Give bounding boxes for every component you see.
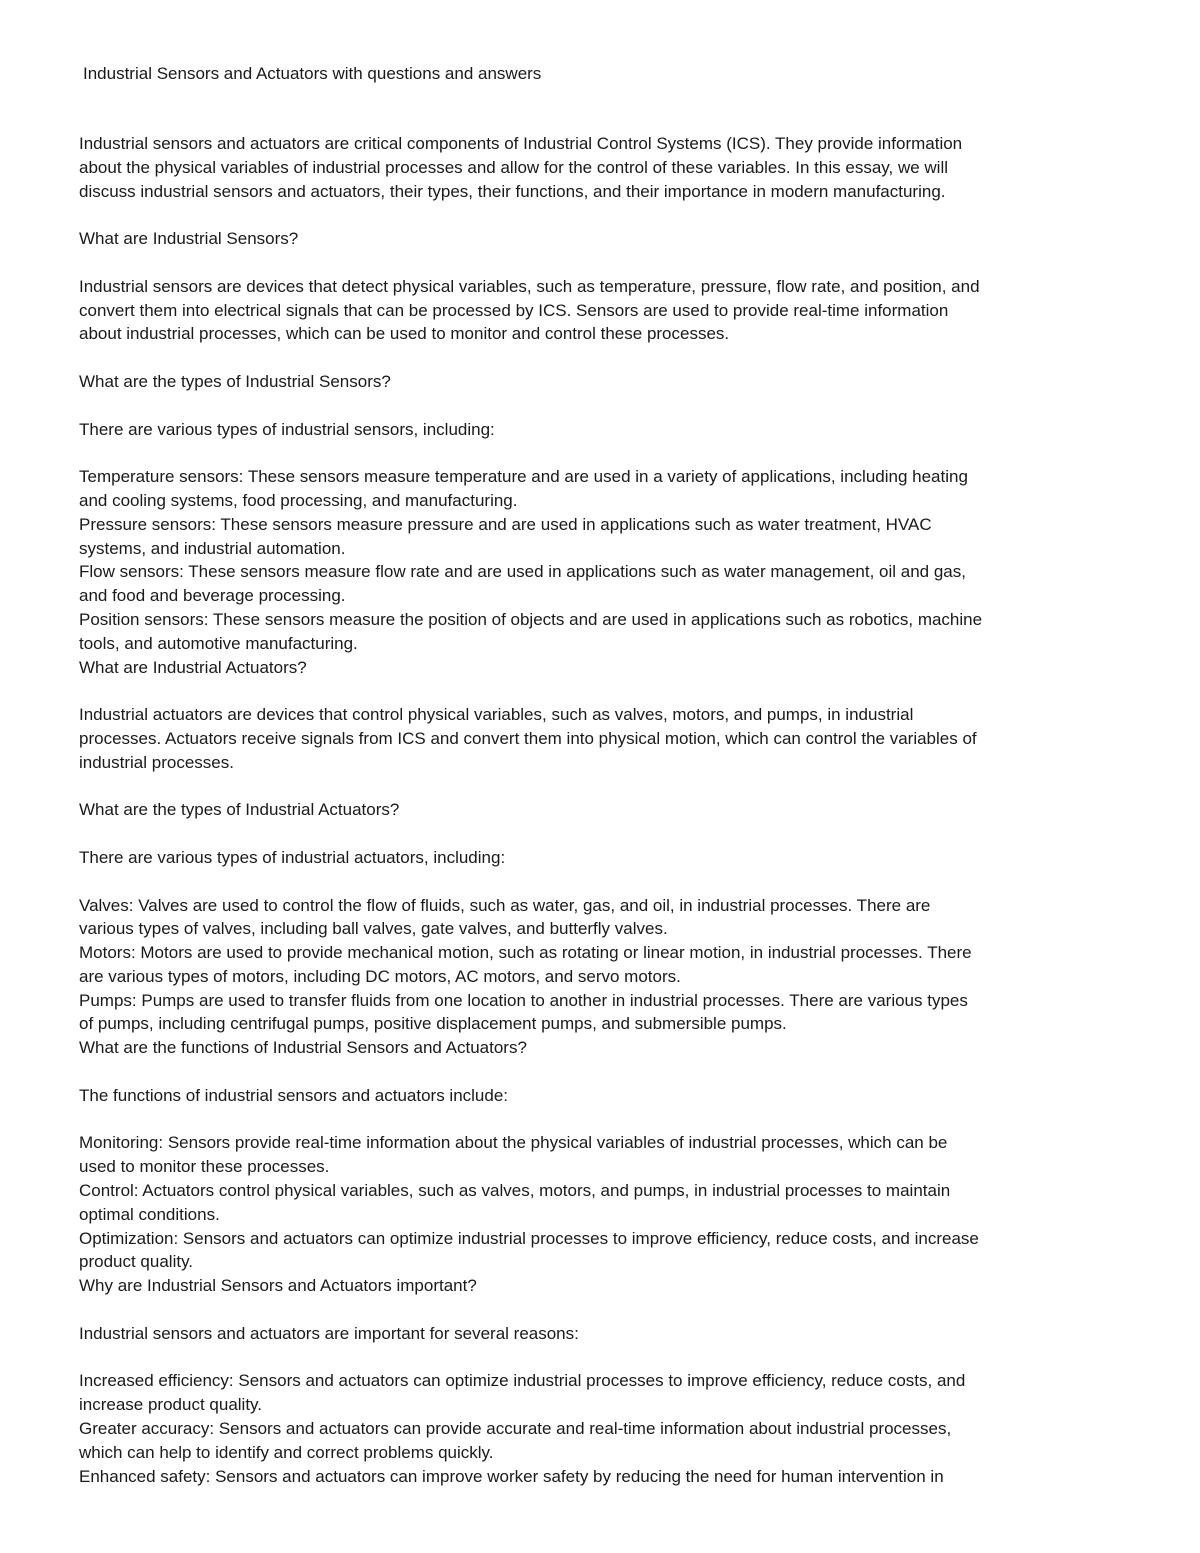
intro-line: discuss industrial sensors and actuators, their types, their functions, and their importance in modern manufacturing. (79, 181, 946, 201)
document-title: Industrial Sensors and Actuators with questions and answers (83, 64, 542, 83)
list-item-line: increase product quality. (79, 1395, 263, 1415)
list-item-line: Increased efficiency: Sensors and actuators can optimize industrial processes to improve efficiency, reduce costs, and (79, 1371, 966, 1391)
list-item-line: which can help to identify and correct problems quickly. (79, 1442, 494, 1462)
answer-line: Industrial sensors and actuators are important for several reasons: (79, 1323, 579, 1343)
list-item-line: Control: Actuators control physical variables, such as valves, motors, and pumps, in industrial processes to maintain (79, 1181, 951, 1201)
answer-line: There are various types of industrial actuators, including: (79, 847, 506, 867)
answer-line: There are various types of industrial sensors, including: (79, 419, 495, 439)
answer-line: industrial processes. (79, 752, 234, 772)
list-item-line: are various types of motors, including DC motors, AC motors, and servo motors. (79, 966, 681, 986)
intro-line: Industrial sensors and actuators are critical components of Industrial Control Systems (ICS). They provide information (79, 134, 963, 153)
list-item-line: Pressure sensors: These sensors measure pressure and are used in applications such as water treatment, HVAC (79, 514, 932, 534)
list-item-line: Pumps: Pumps are used to transfer fluids from one location to another in industrial processes. There are various types (79, 990, 968, 1010)
list-item-line: various types of valves, including ball valves, gate valves, and butterfly valves. (79, 919, 668, 939)
question-heading: What are Industrial Actuators? (79, 657, 307, 677)
list-item-line: tools, and automotive manufacturing. (79, 633, 358, 653)
list-item-line: Temperature sensors: These sensors measure temperature and are used in a variety of applications, including heating (79, 467, 968, 487)
list-item-line: product quality. (79, 1252, 194, 1272)
list-item-line: used to monitor these processes. (79, 1157, 330, 1177)
list-item-line: optimal conditions. (79, 1204, 220, 1224)
list-item-line: systems, and industrial automation. (79, 538, 346, 558)
intro-line: about the physical variables of industrial processes and allow for the control of these variables. In this essay, we will (79, 157, 949, 177)
list-item-line: of pumps, including centrifugal pumps, positive displacement pumps, and submersible pumps. (79, 1014, 787, 1034)
question-heading: What are the functions of Industrial Sensors and Actuators? (79, 1038, 527, 1058)
list-item-line: Motors: Motors are used to provide mechanical motion, such as rotating or linear motion, in industrial processes. There (79, 943, 972, 963)
list-item-line: Greater accuracy: Sensors and actuators can provide accurate and real-time information about industrial processes, (79, 1419, 952, 1439)
answer-line: about industrial processes, which can be used to monitor and control these processes. (79, 324, 730, 344)
answer-line: processes. Actuators receive signals from ICS and convert them into physical motion, which can control the variables of (79, 728, 977, 748)
list-item-line: Valves: Valves are used to control the flow of fluids, such as water, gas, and oil, in industrial processes. There are (79, 895, 931, 915)
answer-line: Industrial actuators are devices that control physical variables, such as valves, motors, and pumps, in industrial (79, 705, 914, 725)
question-heading: What are the types of Industrial Sensors? (79, 371, 391, 391)
document-body (79, 132, 1139, 1488)
list-item-line: Position sensors: These sensors measure the position of objects and are used in applications such as robotics, machine (79, 609, 983, 629)
list-item-line: Optimization: Sensors and actuators can optimize industrial processes to improve efficiency, reduce costs, and increase (79, 1228, 979, 1248)
question-heading: What are the types of Industrial Actuators? (79, 800, 400, 820)
list-item-line: Flow sensors: These sensors measure flow rate and are used in applications such as water management, oil and gas, (79, 562, 966, 582)
question-heading: Why are Industrial Sensors and Actuators important? (79, 1276, 477, 1296)
list-item-line: and food and beverage processing. (79, 586, 346, 606)
list-item-line: and cooling systems, food processing, and manufacturing. (79, 490, 518, 510)
list-item-line: Monitoring: Sensors provide real-time information about the physical variables of industrial processes, which can be (79, 1133, 948, 1153)
list-item-line: Enhanced safety: Sensors and actuators can improve worker safety by reducing the need for human intervention in (79, 1466, 944, 1486)
answer-line: The functions of industrial sensors and actuators include: (79, 1085, 509, 1105)
answer-line: convert them into electrical signals that can be processed by ICS. Sensors are used to provide real-time information (79, 300, 949, 320)
question-heading: What are Industrial Sensors? (79, 229, 299, 249)
answer-line: Industrial sensors are devices that detect physical variables, such as temperature, pressure, flow rate, and position, and (79, 276, 980, 296)
